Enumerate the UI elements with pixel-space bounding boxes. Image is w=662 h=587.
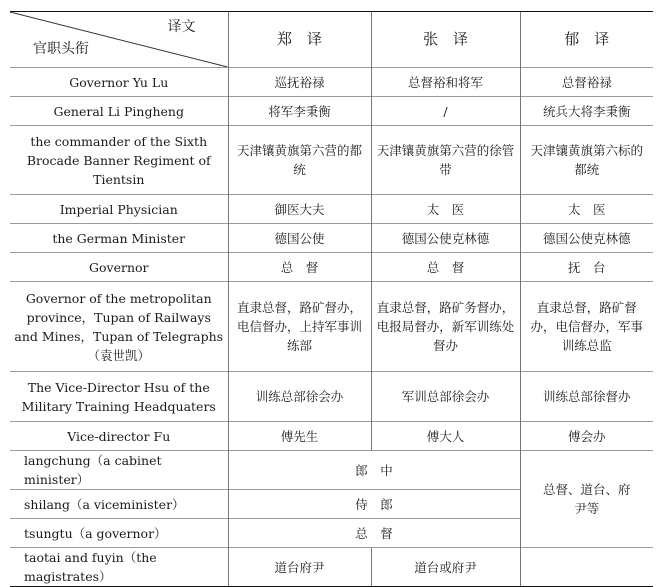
- translation-zheng: 天津镶黄旗第六营的都统: [228, 126, 371, 195]
- translation-yu: 抚 台: [520, 253, 653, 282]
- english-title: tsungtu（a governor）: [10, 519, 228, 548]
- table-row: [10, 282, 653, 372]
- translation-zhang: 天津镶黄旗第六营的徐管带: [371, 126, 520, 195]
- table-row: [10, 372, 653, 422]
- table-row: [10, 451, 653, 490]
- merged-translation-zheng-zhang: 总 督: [228, 519, 520, 548]
- english-title: the German Minister: [10, 224, 228, 253]
- translation-yu: 德国公使克林德: [520, 224, 653, 253]
- translation-yu: 直隶总督，路矿督办，电信督办，军事训练总监: [520, 282, 653, 372]
- translation-yu: 天津镶黄旗第六标的都统: [520, 126, 653, 195]
- english-title: Imperial Physician: [10, 195, 228, 224]
- translation-yu-empty: [520, 548, 653, 587]
- table-row: [10, 195, 653, 224]
- header-col-yu: 郁 译: [520, 12, 653, 68]
- translation-zheng: 傅先生: [228, 422, 371, 451]
- table-row: [10, 68, 653, 97]
- table-row: [10, 422, 653, 451]
- corner-label-title: 官职头衔: [33, 41, 89, 57]
- translation-zhang: 道台或府尹: [371, 548, 520, 587]
- corner-header-cell: [10, 12, 228, 68]
- translation-zhang: /: [371, 97, 520, 126]
- english-title: taotai and fuyin（the magistrates）: [10, 548, 228, 587]
- translation-yu: 统兵大将李秉衡: [520, 97, 653, 126]
- translation-yu: 傅会办: [520, 422, 653, 451]
- header-col-zhang: 张 译: [371, 12, 520, 68]
- english-title: langchung（a cabinet minister）: [10, 451, 228, 490]
- table-row: [10, 126, 653, 195]
- table-row: [10, 253, 653, 282]
- translation-zheng: 德国公使: [228, 224, 371, 253]
- translation-comparison-table: [10, 11, 653, 587]
- english-title: the commander of the Sixth Brocade Banner Regiment of Tientsin: [10, 126, 228, 195]
- english-title: Governor Yu Lu: [10, 68, 228, 97]
- english-title: Vice-director Fu: [10, 422, 228, 451]
- merged-translation-zheng-zhang: 侍 郎: [228, 490, 520, 519]
- translation-zhang: 傅大人: [371, 422, 520, 451]
- merged-translation-zheng-zhang: 郎 中: [228, 451, 520, 490]
- table-row: [10, 224, 653, 253]
- header-col-zheng: 郑 译: [228, 12, 371, 68]
- english-title: General Li Pingheng: [10, 97, 228, 126]
- translation-zhang: 总督裕和将军: [371, 68, 520, 97]
- translation-zheng: 训练总部徐会办: [228, 372, 371, 422]
- english-title: The Vice-Director Hsu of the Military Training Headquaters: [10, 372, 228, 422]
- table-row: [10, 97, 653, 126]
- translation-zhang: 直隶总督，路矿务督办，电报局督办，新军训练处督办: [371, 282, 520, 372]
- translation-zhang: 德国公使克林德: [371, 224, 520, 253]
- header-row: [10, 12, 653, 68]
- translation-zheng: 总 督: [228, 253, 371, 282]
- translation-yu: 训练总部徐督办: [520, 372, 653, 422]
- english-title: shilang（a viceminister）: [10, 490, 228, 519]
- translation-zheng: 将军李秉衡: [228, 97, 371, 126]
- translation-yu: 总督裕禄: [520, 68, 653, 97]
- translation-zheng: 巡抚裕禄: [228, 68, 371, 97]
- translation-zhang: 军训总部徐会办: [371, 372, 520, 422]
- merged-translation-yu: 总督、道台、府尹等: [520, 451, 653, 548]
- translation-zheng: 道台府尹: [228, 548, 371, 587]
- translation-zheng: 直隶总督，路矿督办，电信督办，上持军事训练部: [228, 282, 371, 372]
- translation-zheng: 御医大夫: [228, 195, 371, 224]
- english-title: Governor of the metropolitan province，Tupan of Railways and Mines，Tupan of Telegraphs（袁世凯）: [10, 282, 228, 372]
- english-title: Governor: [10, 253, 228, 282]
- translation-yu: 太 医: [520, 195, 653, 224]
- corner-label-translation: 译文: [167, 19, 196, 35]
- table-row: [10, 548, 653, 587]
- translation-zhang: 总 督: [371, 253, 520, 282]
- translation-zhang: 太 医: [371, 195, 520, 224]
